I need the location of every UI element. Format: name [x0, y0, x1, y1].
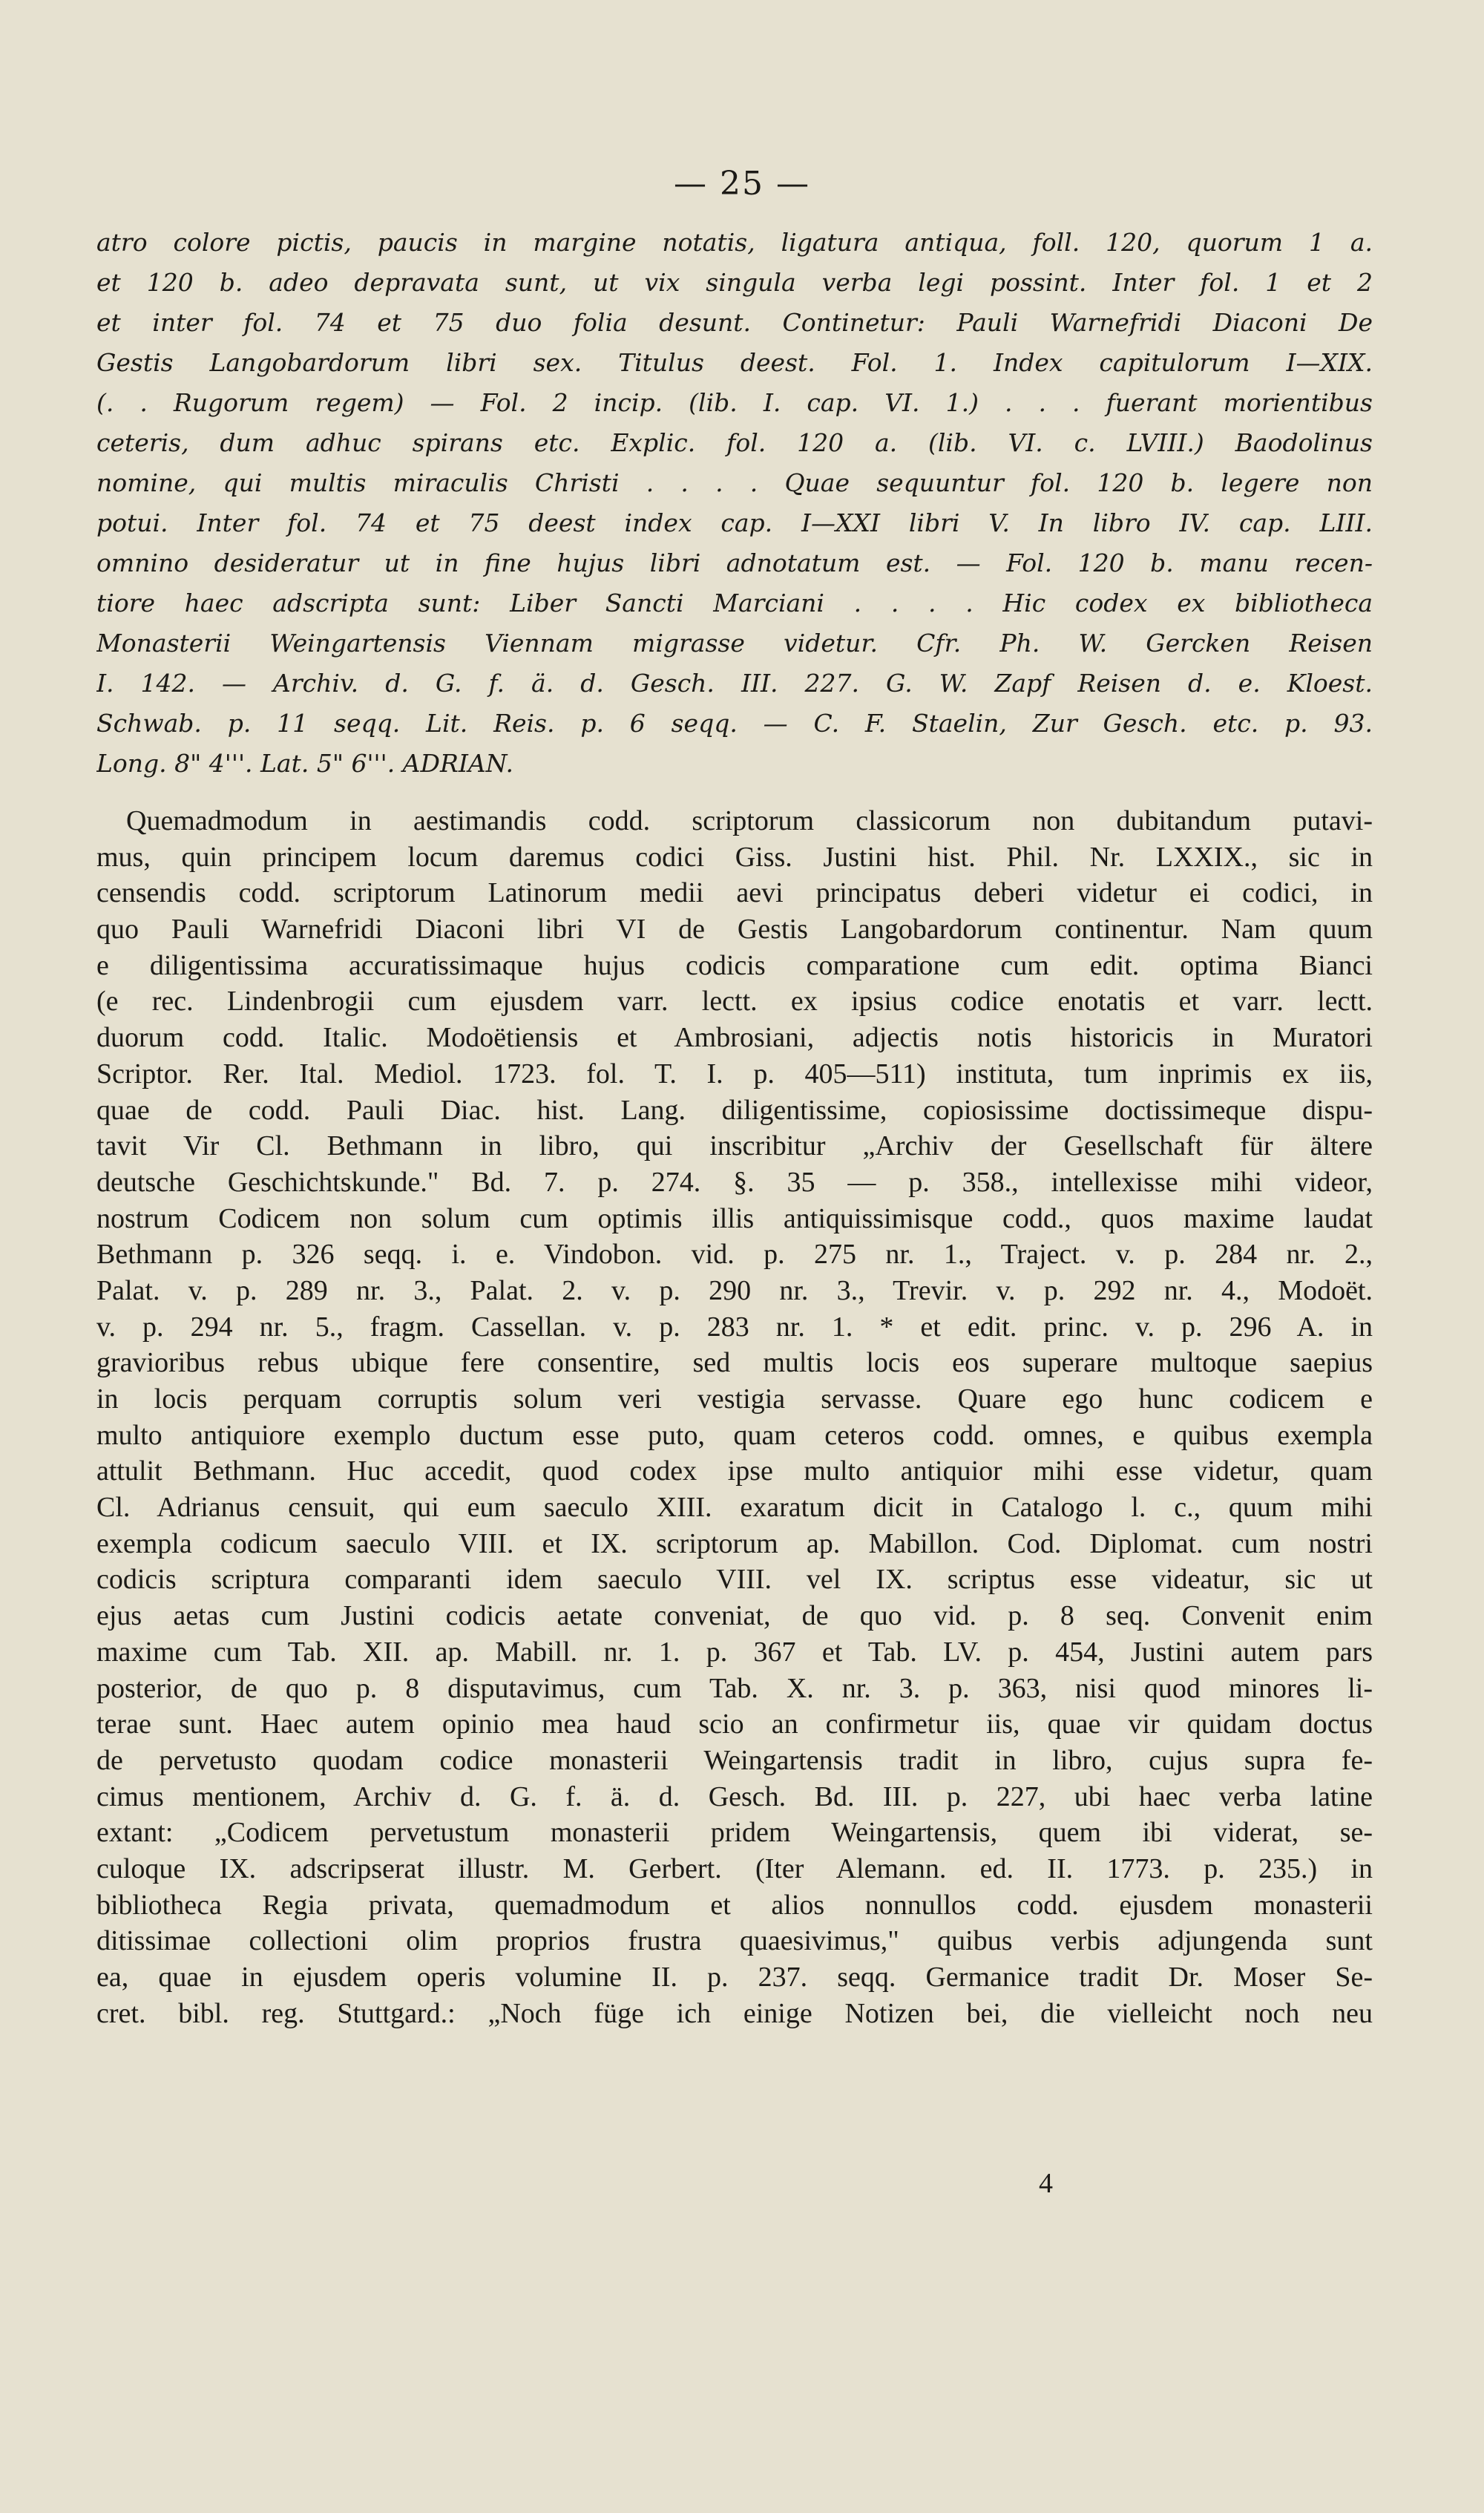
body-line: Palat. v. p. 289 nr. 3., Palat. 2. v. p. 290 nr. 3., Trevir. v. p. 292 nr. 4., Modoët. [96, 1274, 1373, 1306]
body-line: ea, quae in ejusdem operis volumine II. p. 237. seqq. Germanice tradit Dr. Moser Se- [96, 1962, 1373, 1993]
italic-line: omnino desideratur ut in fine hujus libri adnotatum est. — Fol. 120 b. manu recen- [96, 548, 1373, 577]
body-line: ejus aetas cum Justini codicis aetate conveniat, de quo vid. p. 8 seq. Convenit enim [96, 1600, 1373, 1632]
body-line: cret. bibl. reg. Stuttgard.: „Noch füge ich einige Notizen bei, die vielleicht noch neu [96, 1997, 1373, 2029]
body-line: terae sunt. Haec autem opinio mea haud scio an confirmetur iis, quae vir quidam doctus [96, 1708, 1373, 1740]
body-line: in locis perquam corruptis solum veri vestigia servasse. Quare ego hunc codicem e [96, 1383, 1373, 1415]
body-line: quae de codd. Pauli Diac. hist. Lang. diligentissime, copiosissime doctissimeque dispu- [96, 1094, 1373, 1126]
body-line: multo antiquiore exemplo ductum esse puto, quam ceteros codd. omnes, e quibus exempla [96, 1419, 1373, 1451]
body-line: maxime cum Tab. XII. ap. Mabill. nr. 1. p. 367 et Tab. LV. p. 454, Justini autem pars [96, 1636, 1373, 1668]
italic-line: atro colore pictis, paucis in margine notatis, ligatura antiqua, foll. 120, quorum 1 a. [96, 228, 1373, 257]
body-line: posterior, de quo p. 8 disputavimus, cum Tab. X. nr. 3. p. 363, nisi quod minores li- [96, 1672, 1373, 1704]
italic-line: Long. 8" 4'''. Lat. 5" 6'''. ADRIAN. [96, 749, 513, 778]
body-line: bibliotheca Regia privata, quemadmodum et alios nonnullos codd. ejusdem monasterii [96, 1889, 1373, 1921]
italic-line: et 120 b. adeo depravata sunt, ut vix singula verba legi possint. Inter fol. 1 et 2 [96, 268, 1373, 297]
italic-line: tiore haec adscripta sunt: Liber Sancti Marciani . . . . Hic codex ex bibliotheca [96, 589, 1373, 617]
body-line: v. p. 294 nr. 5., fragm. Cassellan. v. p. 283 nr. 1. * et edit. princ. v. p. 296 A. in [96, 1311, 1373, 1343]
main-paragraph [96, 803, 1373, 2031]
body-line: attulit Bethmann. Huc accedit, quod codex ipse multo antiquior mihi esse videtur, quam [96, 1455, 1373, 1487]
body-line: censendis codd. scriptorum Latinorum medii aevi principatus deberi videtur ei codici, in [96, 877, 1373, 909]
codex-description [96, 223, 1373, 784]
italic-line: I. 142. — Archiv. d. G. f. ä. d. Gesch. III. 227. G. W. Zapf Reisen d. e. Kloest. [96, 669, 1373, 698]
body-line: de pervetusto quodam codice monasterii Weingartensis tradit in libro, cujus supra fe- [96, 1744, 1373, 1776]
body-line: extant: „Codicem pervetustum monasterii pridem Weingartensis, quem ibi viderat, se- [96, 1817, 1373, 1849]
body-line: Scriptor. Rer. Ital. Mediol. 1723. fol. T. I. p. 405—511) instituta, tum inprimis ex iis, [96, 1058, 1373, 1090]
italic-line: et inter fol. 74 et 75 duo folia desunt. Continetur: Pauli Warnefridi Diaconi De [96, 308, 1373, 337]
body-line: Bethmann p. 326 seqq. i. e. Vindobon. vid. p. 275 nr. 1., Traject. v. p. 284 nr. 2., [96, 1239, 1373, 1271]
body-line: Quemadmodum in aestimandis codd. scriptorum classicorum non dubitandum putavi- [126, 805, 1373, 836]
body-line: tavit Vir Cl. Bethmann in libro, qui inscribitur „Archiv der Gesellschaft für ältere [96, 1130, 1373, 1162]
italic-line: Gestis Langobardorum libri sex. Titulus deest. Fol. 1. Index capitulorum I—XIX. [96, 348, 1373, 377]
body-line: nostrum Codicem non solum cum optimis illis antiquissimisque codd., quos maxime laudat [96, 1202, 1373, 1234]
italic-line: potui. Inter fol. 74 et 75 deest index cap. I—XXI libri V. In libro IV. cap. LIII. [96, 508, 1373, 537]
italic-line: ceteris, dum adhuc spirans etc. Explic. fol. 120 a. (lib. VI. c. LVIII.) Baodolinus [96, 428, 1373, 457]
body-line: duorum codd. Italic. Modoëtiensis et Ambrosiani, adjectis notis historicis in Muratori [96, 1022, 1373, 1054]
body-line: e diligentissima accuratissimaque hujus codicis comparatione cum edit. optima Bianci [96, 949, 1373, 981]
italic-line: Monasterii Weingartensis Viennam migrasse videtur. Cfr. Ph. W. Gercken Reisen [96, 629, 1373, 658]
body-line: deutsche Geschichtskunde." Bd. 7. p. 274. §. 35 — p. 358., intellexisse mihi videor, [96, 1166, 1373, 1198]
body-line: exempla codicum saeculo VIII. et IX. scriptorum ap. Mabillon. Cod. Diplomat. cum nostri [96, 1527, 1373, 1559]
body-line: (e rec. Lindenbrogii cum ejusdem varr. lectt. ex ipsius codice enotatis et varr. lectt. [96, 986, 1373, 1018]
body-line: gravioribus rebus ubique fere consentire, sed multis locis eos superare multoque saepius [96, 1347, 1373, 1379]
signature-mark: 4 [1039, 2168, 1053, 2199]
body-line: Cl. Adrianus censuit, qui eum saeculo XIII. exaratum dicit in Catalogo l. c., quum mihi [96, 1492, 1373, 1524]
page-number: — 25 — [674, 165, 810, 203]
body-line: quo Pauli Warnefridi Diaconi libri VI de Gestis Langobardorum continentur. Nam quum [96, 914, 1373, 946]
body-line: cimus mentionem, Archiv d. G. f. ä. d. Gesch. Bd. III. p. 227, ubi haec verba latine [96, 1780, 1373, 1812]
italic-line: Schwab. p. 11 seqq. Lit. Reis. p. 6 seqq. — C. F. Staelin, Zur Gesch. etc. p. 93. [96, 709, 1373, 738]
body-line: codicis scriptura comparanti idem saeculo VIII. vel IX. scriptus esse videatur, sic ut [96, 1564, 1373, 1596]
body-line: ditissimae collectioni olim proprios frustra quaesivimus," quibus verbis adjungenda sunt [96, 1925, 1373, 1957]
italic-line: nomine, qui multis miraculis Christi . . . . Quae sequuntur fol. 120 b. legere non [96, 468, 1373, 497]
italic-line: (. . Rugorum regem) — Fol. 2 incip. (lib. I. cap. VI. 1.) . . . fuerant morientibus [96, 388, 1373, 417]
body-line: mus, quin principem locum daremus codici Giss. Justini hist. Phil. Nr. LXXIX., sic in [96, 841, 1373, 873]
body-line: culoque IX. adscripserat illustr. M. Gerbert. (Iter Alemann. ed. II. 1773. p. 235.) in [96, 1852, 1373, 1884]
